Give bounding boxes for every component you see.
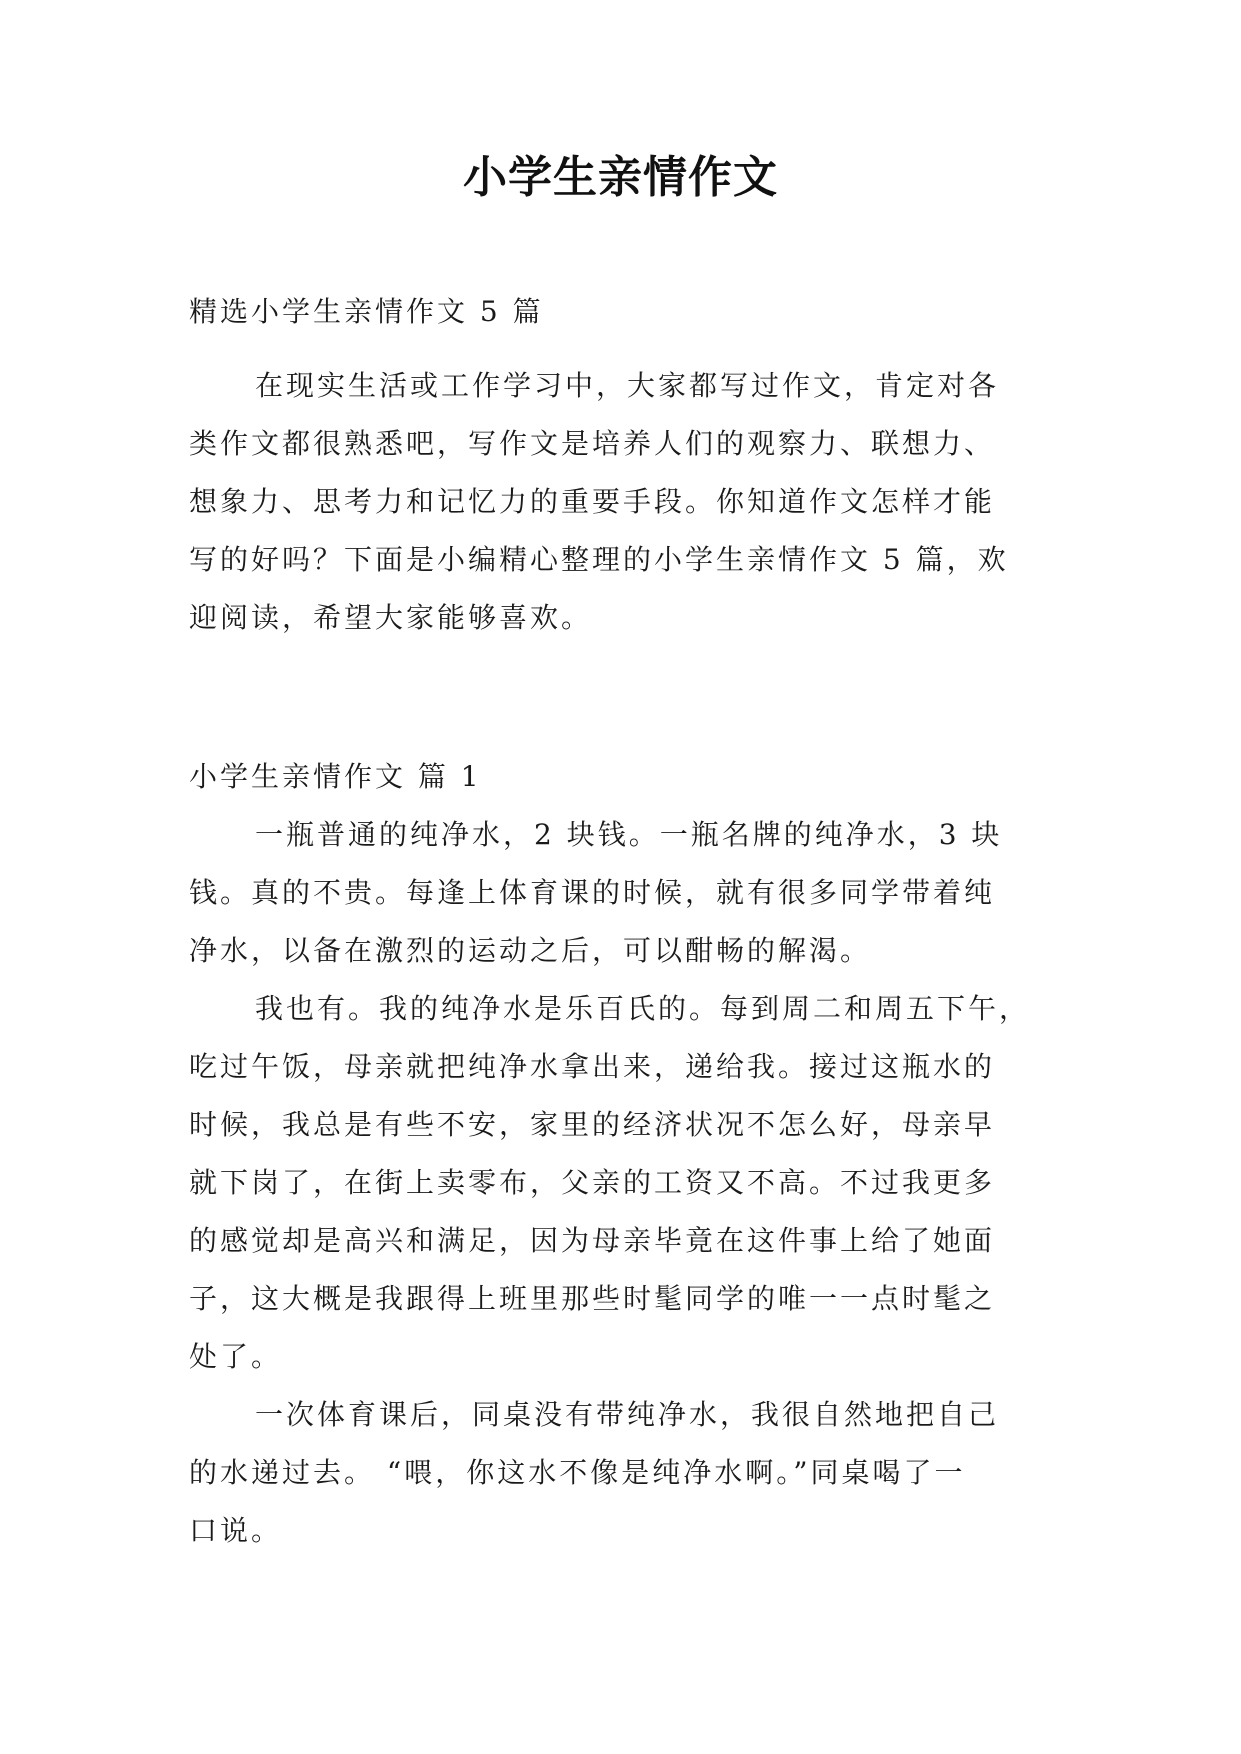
paragraph-line: 处了。 [189, 1340, 283, 1373]
paragraph-line: 就下岗了，在街上卖零布，父亲的工资又不高。不过我更多 [189, 1166, 996, 1199]
paragraph-line: 净水，以备在激烈的运动之后，可以酣畅的解渴。 [189, 934, 872, 967]
paragraph-line: 一瓶普通的纯净水，2 块钱。一瓶名牌的纯净水，3 块 [255, 818, 1003, 851]
paragraph-line: 写的好吗？下面是小编精心整理的小学生亲情作文 5 篇，欢 [189, 543, 1009, 576]
document-subtitle: 精选小学生亲情作文 5 篇 [189, 295, 544, 328]
paragraph-line: 的水递过去。 “喂，你这水不像是纯净水啊。”同桌喝了一 [189, 1456, 966, 1489]
paragraph-line: 在现实生活或工作学习中，大家都写过作文，肯定对各 [255, 369, 1000, 402]
paragraph-line: 一次体育课后，同桌没有带纯净水，我很自然地把自己 [255, 1398, 1000, 1431]
paragraph-line: 子，这大概是我跟得上班里那些时髦同学的唯一一点时髦之 [189, 1282, 996, 1315]
paragraph-line: 时候，我总是有些不安，家里的经济状况不怎么好，母亲早 [189, 1108, 996, 1141]
body-paragraph-1 [189, 806, 1064, 980]
intro-paragraph [189, 357, 1064, 647]
paragraph-line: 钱。真的不贵。每逢上体育课的时候，就有很多同学带着纯 [189, 876, 996, 909]
body-paragraph-3 [189, 1386, 1064, 1560]
paragraph-line: 吃过午饭，母亲就把纯净水拿出来，递给我。接过这瓶水的 [189, 1050, 996, 1083]
paragraph-line: 类作文都很熟悉吧，写作文是培养人们的观察力、联想力、 [189, 427, 996, 460]
paragraph-line: 想象力、思考力和记忆力的重要手段。你知道作文怎样才能 [189, 485, 996, 518]
paragraph-line: 我也有。我的纯净水是乐百氏的。每到周二和周五下午， [255, 992, 1031, 1025]
body-paragraph-2 [189, 980, 1064, 1386]
document-title: 小学生亲情作文 [463, 152, 778, 203]
paragraph-line: 口说。 [189, 1514, 283, 1547]
section-heading: 小学生亲情作文 篇 1 [189, 760, 482, 793]
paragraph-line: 迎阅读，希望大家能够喜欢。 [189, 601, 593, 634]
paragraph-line: 的感觉却是高兴和满足，因为母亲毕竟在这件事上给了她面 [189, 1224, 996, 1257]
